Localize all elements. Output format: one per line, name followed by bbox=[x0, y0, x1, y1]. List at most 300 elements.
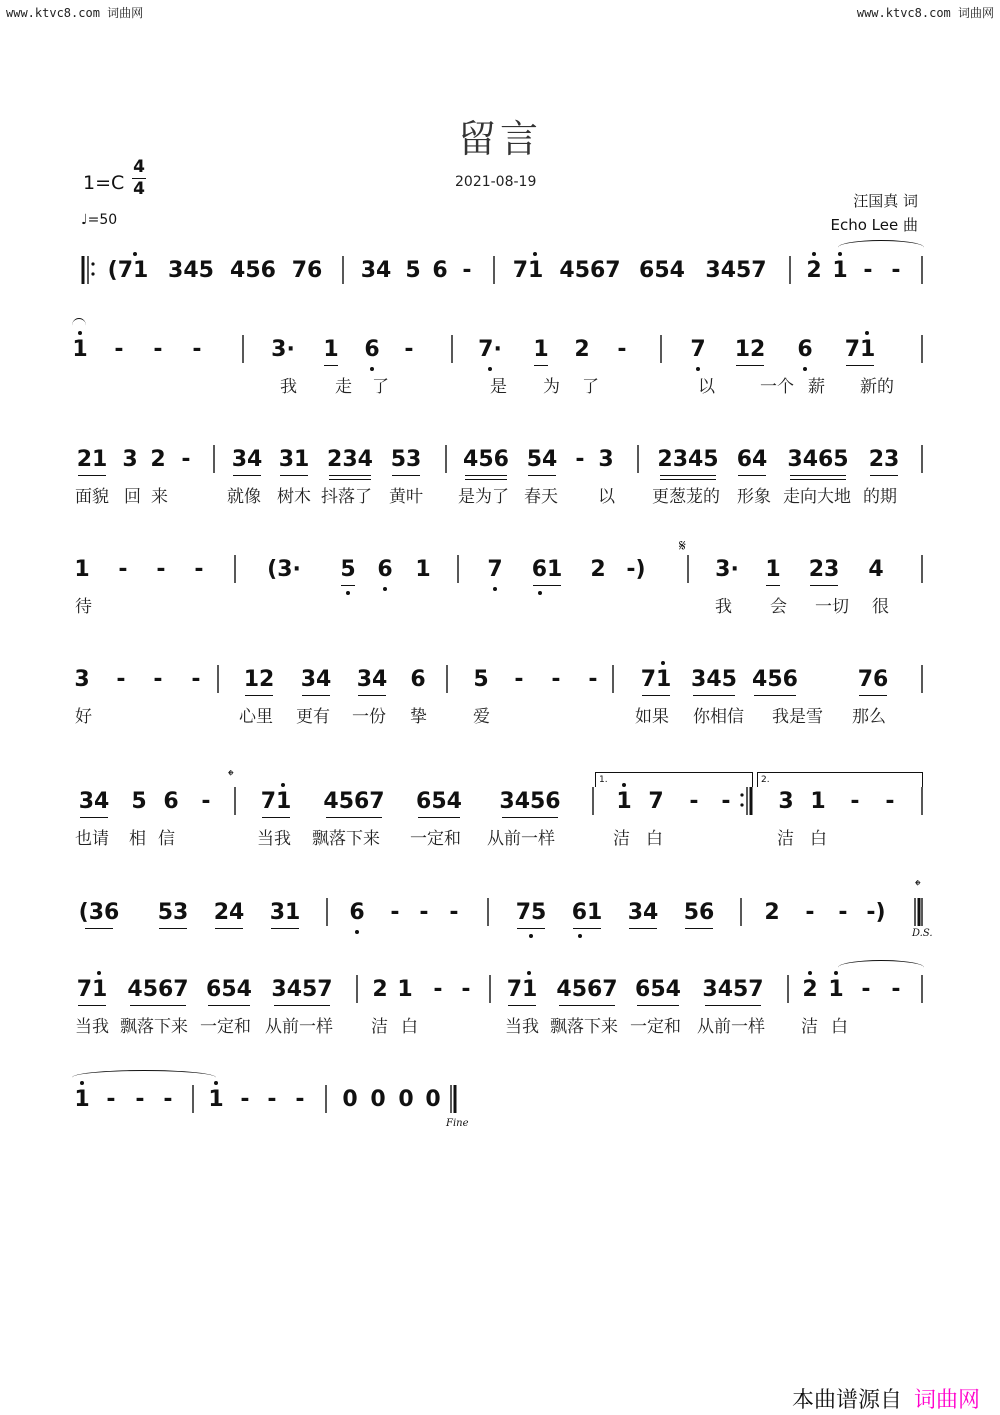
lyric: 回 bbox=[124, 487, 141, 507]
tie bbox=[72, 1070, 216, 1085]
underline-beam bbox=[262, 817, 290, 818]
note: -) bbox=[626, 557, 646, 582]
score-row bbox=[0, 667, 1000, 767]
note: 0 bbox=[342, 1087, 358, 1112]
lyric: 洁 bbox=[801, 1017, 818, 1037]
time-signature-top: 4 bbox=[133, 157, 145, 177]
note: - bbox=[181, 447, 191, 472]
note: - bbox=[721, 789, 731, 814]
note: 2 bbox=[764, 900, 780, 925]
underline-beam bbox=[534, 365, 548, 366]
lyric: 为 bbox=[543, 377, 560, 397]
note: - bbox=[617, 337, 627, 362]
note: 34 bbox=[360, 258, 392, 283]
note: - bbox=[891, 258, 901, 283]
octave-dot bbox=[740, 793, 743, 796]
ds-mark: D.S. bbox=[912, 928, 933, 939]
note: - bbox=[514, 667, 524, 692]
note: 654 bbox=[206, 977, 252, 1002]
lyric: 挚 bbox=[410, 707, 427, 727]
barlines bbox=[0, 1087, 1000, 1187]
note: - bbox=[805, 900, 815, 925]
note: 21 bbox=[76, 447, 108, 472]
note: 5 bbox=[473, 667, 489, 692]
note: 6 bbox=[797, 337, 813, 362]
note: 6 bbox=[432, 258, 448, 283]
note: 2 bbox=[802, 977, 818, 1002]
note: 34 bbox=[356, 667, 388, 692]
note: 3 bbox=[778, 789, 794, 814]
note: 456 bbox=[230, 258, 276, 283]
lyric: 当我 bbox=[75, 1017, 109, 1037]
note: 31 bbox=[278, 447, 310, 472]
lyric: 就像 bbox=[227, 487, 261, 507]
octave-dot bbox=[578, 934, 582, 938]
song-title: 留言 bbox=[457, 117, 542, 161]
coda-mark-2: 𝄌 bbox=[915, 876, 921, 895]
underline-beam bbox=[78, 1005, 106, 1006]
watermark-right: www.ktvc8.com 词曲网 bbox=[856, 6, 994, 20]
underline-beam bbox=[685, 928, 713, 929]
note: - bbox=[390, 900, 400, 925]
underline-beam bbox=[233, 475, 261, 476]
lyric: 飘落下来 bbox=[120, 1017, 188, 1037]
note: 23 bbox=[868, 447, 900, 472]
note: - bbox=[116, 667, 126, 692]
note: 654 bbox=[639, 258, 685, 283]
note: - bbox=[404, 337, 414, 362]
lyric: 白 bbox=[646, 829, 663, 849]
lyric: 以 bbox=[698, 377, 715, 397]
note: 56 bbox=[683, 900, 715, 925]
note: - bbox=[106, 1087, 116, 1112]
note: 6 bbox=[364, 337, 380, 362]
note: - bbox=[192, 337, 202, 362]
note: 6 bbox=[163, 789, 179, 814]
note: 654 bbox=[416, 789, 462, 814]
note: 1 bbox=[415, 557, 431, 582]
note: -) bbox=[866, 900, 886, 925]
note: - bbox=[201, 789, 211, 814]
tempo-mark bbox=[81, 212, 117, 228]
note: (3· bbox=[267, 557, 301, 582]
note: 71 bbox=[844, 337, 876, 362]
note: 71 bbox=[260, 789, 292, 814]
lyric: 面貌 bbox=[75, 487, 109, 507]
underline-beam bbox=[693, 695, 735, 696]
note: 4567 bbox=[127, 977, 189, 1002]
octave-dot bbox=[488, 367, 492, 371]
segno-mark: 𝄋 bbox=[679, 536, 686, 555]
tempo-value: =50 bbox=[87, 212, 118, 228]
note: 1 bbox=[832, 258, 848, 283]
octave-dot bbox=[383, 587, 387, 591]
underline-beam bbox=[341, 585, 355, 586]
lyric: 一定和 bbox=[200, 1017, 251, 1037]
underline-beam bbox=[629, 928, 657, 929]
underline-beam bbox=[418, 817, 460, 818]
note: 654 bbox=[635, 977, 681, 1002]
lyric: 心里 bbox=[239, 707, 273, 727]
lyric: 白 bbox=[401, 1017, 418, 1037]
octave-dot bbox=[661, 661, 665, 665]
lyric: 如果 bbox=[635, 707, 669, 727]
lyric: 我 bbox=[280, 377, 297, 397]
underline-beam bbox=[392, 475, 420, 476]
note: 54 bbox=[526, 447, 558, 472]
note: 5 bbox=[340, 557, 356, 582]
lyric: 会 bbox=[770, 597, 787, 617]
note: - bbox=[891, 977, 901, 1002]
octave-dot bbox=[281, 783, 285, 787]
note: - bbox=[449, 900, 459, 925]
note: 75 bbox=[515, 900, 547, 925]
note: - bbox=[861, 977, 871, 1002]
lyric: 一个 bbox=[760, 377, 794, 397]
octave-dot bbox=[538, 591, 542, 595]
underline-beam bbox=[215, 928, 243, 929]
octave-dot bbox=[91, 272, 94, 275]
lyric: 很 bbox=[872, 597, 889, 617]
underline-beam bbox=[559, 1005, 615, 1006]
note: 6 bbox=[410, 667, 426, 692]
octave-dot bbox=[812, 252, 816, 256]
lyric: 的期 bbox=[863, 487, 897, 507]
lyric: 更葱茏的 bbox=[652, 487, 720, 507]
underline-beam bbox=[660, 475, 716, 476]
note: 34 bbox=[627, 900, 659, 925]
lyric: 也请 bbox=[75, 829, 109, 849]
note: 34 bbox=[231, 447, 263, 472]
note: 2 bbox=[590, 557, 606, 582]
note: 76 bbox=[857, 667, 889, 692]
lyric: 黄叶 bbox=[389, 487, 423, 507]
note: 2 bbox=[574, 337, 590, 362]
note: 1 bbox=[810, 789, 826, 814]
note: - bbox=[462, 258, 472, 283]
note: 2 bbox=[372, 977, 388, 1002]
lyric: 当我 bbox=[505, 1017, 539, 1037]
octave-dot bbox=[803, 367, 807, 371]
time-signature bbox=[132, 158, 146, 199]
volta-bracket-1 bbox=[595, 772, 753, 787]
lyric: 走 bbox=[335, 377, 352, 397]
lyric: 走向大地 bbox=[783, 487, 851, 507]
lyric: 新的 bbox=[860, 377, 894, 397]
note: - bbox=[156, 557, 166, 582]
note: 61 bbox=[571, 900, 603, 925]
tie-from-previous-line bbox=[72, 318, 86, 333]
note: 3· bbox=[271, 337, 295, 362]
note: - bbox=[153, 337, 163, 362]
lyric: 相 bbox=[129, 829, 146, 849]
note: 7 bbox=[690, 337, 706, 362]
note: - bbox=[689, 789, 699, 814]
lyric: 是 bbox=[490, 377, 507, 397]
underline-beam bbox=[465, 475, 507, 476]
note: 234 bbox=[327, 447, 373, 472]
note: 345 bbox=[168, 258, 214, 283]
note: 4 bbox=[868, 557, 884, 582]
lyric: 了 bbox=[582, 377, 599, 397]
octave-dot bbox=[346, 591, 350, 595]
lyric: 白 bbox=[810, 829, 827, 849]
lyric: 从前一样 bbox=[697, 1017, 765, 1037]
score-row bbox=[0, 1087, 1000, 1187]
key-signature: 1=C bbox=[83, 172, 125, 194]
lyric: 那么 bbox=[852, 707, 886, 727]
lyric: 来 bbox=[151, 487, 168, 507]
note: 3457 bbox=[271, 977, 333, 1002]
composer-credit: Echo Lee 曲 bbox=[830, 216, 918, 234]
octave-dot bbox=[370, 367, 374, 371]
note: 12 bbox=[243, 667, 275, 692]
note: 64 bbox=[736, 447, 768, 472]
underline-beam bbox=[208, 1005, 250, 1006]
underline-beam bbox=[528, 475, 556, 476]
note: - bbox=[419, 900, 429, 925]
underline-beam bbox=[766, 585, 780, 586]
note: 1 bbox=[74, 557, 90, 582]
note: 1 bbox=[533, 337, 549, 362]
note: 61 bbox=[531, 557, 563, 582]
underline-beam bbox=[80, 817, 108, 818]
volta-label-1: 1. bbox=[599, 775, 608, 785]
lyric: 更有 bbox=[296, 707, 330, 727]
octave-dot bbox=[493, 587, 497, 591]
note: 34 bbox=[300, 667, 332, 692]
score-row bbox=[0, 977, 1000, 1077]
lyric: 从前一样 bbox=[265, 1017, 333, 1037]
lyric: 信 bbox=[158, 829, 175, 849]
underline-beam bbox=[846, 365, 874, 366]
lyric: 洁 bbox=[777, 829, 794, 849]
note: - bbox=[118, 557, 128, 582]
octave-dot bbox=[91, 262, 94, 265]
underline-beam bbox=[573, 928, 601, 929]
note: (71 bbox=[107, 258, 149, 283]
note: 1 bbox=[828, 977, 844, 1002]
note: 4567 bbox=[556, 977, 618, 1002]
underline-beam bbox=[324, 365, 338, 366]
footer-site-link[interactable]: 词曲网 bbox=[913, 1388, 980, 1413]
octave-dot bbox=[97, 971, 101, 975]
octave-dot bbox=[533, 252, 537, 256]
lyric: 以 bbox=[598, 487, 615, 507]
note: 1 bbox=[74, 1087, 90, 1112]
underline-beam bbox=[508, 1005, 536, 1006]
underline-beam bbox=[517, 928, 545, 929]
note: 1 bbox=[765, 557, 781, 582]
note: 76 bbox=[291, 258, 323, 283]
octave-dot bbox=[865, 331, 869, 335]
fine-mark: Fine bbox=[446, 1118, 469, 1129]
note: 1 bbox=[208, 1087, 224, 1112]
note: 3457 bbox=[705, 258, 767, 283]
note: 345 bbox=[691, 667, 737, 692]
lyric: 薪 bbox=[808, 377, 825, 397]
note: - bbox=[461, 977, 471, 1002]
underline-beam bbox=[159, 928, 187, 929]
note: 456 bbox=[463, 447, 509, 472]
lyric: 爱 bbox=[473, 707, 490, 727]
note: 3 bbox=[598, 447, 614, 472]
underline-beam bbox=[302, 695, 330, 696]
note: 71 bbox=[640, 667, 672, 692]
note: - bbox=[588, 667, 598, 692]
lyric: 当我 bbox=[257, 829, 291, 849]
lyric: 一切 bbox=[815, 597, 849, 617]
lyric: 我是雪 bbox=[772, 707, 823, 727]
underline-beam bbox=[329, 475, 371, 476]
octave-dot bbox=[133, 252, 137, 256]
note: 1 bbox=[323, 337, 339, 362]
underline-beam bbox=[326, 817, 382, 818]
octave-dot bbox=[808, 971, 812, 975]
score-row bbox=[0, 557, 1000, 657]
note: - bbox=[240, 1087, 250, 1112]
note: - bbox=[295, 1087, 305, 1112]
lyric: 春天 bbox=[524, 487, 558, 507]
note: 3· bbox=[715, 557, 739, 582]
note: 3465 bbox=[787, 447, 849, 472]
note: 7 bbox=[487, 557, 503, 582]
lyric: 洁 bbox=[613, 829, 630, 849]
lyric: 好 bbox=[75, 707, 92, 727]
note: 6 bbox=[377, 557, 393, 582]
note: 1 bbox=[397, 977, 413, 1002]
octave-dot bbox=[527, 971, 531, 975]
note: - bbox=[838, 900, 848, 925]
underline-beam bbox=[705, 1005, 761, 1006]
note: - bbox=[863, 258, 873, 283]
note: 53 bbox=[157, 900, 189, 925]
note: 1 bbox=[72, 337, 88, 362]
note: - bbox=[153, 667, 163, 692]
note: 7· bbox=[478, 337, 502, 362]
underline-beam bbox=[85, 928, 113, 929]
note: 71 bbox=[76, 977, 108, 1002]
octave-dot bbox=[740, 803, 743, 806]
note: 4567 bbox=[323, 789, 385, 814]
note: 3457 bbox=[702, 977, 764, 1002]
tie-to-next-line bbox=[838, 960, 924, 975]
note: - bbox=[575, 447, 585, 472]
note: 23 bbox=[808, 557, 840, 582]
note: 5 bbox=[131, 789, 147, 814]
note: - bbox=[267, 1087, 277, 1112]
note: 7 bbox=[648, 789, 664, 814]
underline-beam bbox=[245, 695, 273, 696]
underline-beam bbox=[465, 479, 507, 480]
underline-beam bbox=[790, 475, 846, 476]
note: 71 bbox=[506, 977, 538, 1002]
note: - bbox=[191, 667, 201, 692]
note: 3 bbox=[74, 667, 90, 692]
lyric: 抖落了 bbox=[321, 487, 372, 507]
lyric: 我 bbox=[715, 597, 732, 617]
underline-beam bbox=[78, 475, 106, 476]
lyric: 从前一样 bbox=[487, 829, 555, 849]
underline-beam bbox=[130, 1005, 186, 1006]
note: - bbox=[163, 1087, 173, 1112]
lyric: 形象 bbox=[737, 487, 771, 507]
note: 34 bbox=[78, 789, 110, 814]
lyric: 一份 bbox=[352, 707, 386, 727]
lyric: 是为了 bbox=[458, 487, 509, 507]
underline-beam bbox=[738, 475, 766, 476]
quarter-note-icon: ♩ bbox=[81, 212, 88, 228]
note: 24 bbox=[213, 900, 245, 925]
underline-beam bbox=[280, 475, 308, 476]
lyric: 你相信 bbox=[693, 707, 744, 727]
underline-beam bbox=[358, 695, 386, 696]
underline-beam bbox=[790, 479, 846, 480]
tie-to-next-line bbox=[838, 240, 924, 255]
volta-label-2: 2. bbox=[761, 775, 770, 785]
note: 3456 bbox=[499, 789, 561, 814]
underline-beam bbox=[642, 695, 670, 696]
octave-dot bbox=[529, 934, 533, 938]
barlines bbox=[0, 667, 1000, 767]
underline-beam bbox=[736, 365, 764, 366]
note: 12 bbox=[734, 337, 766, 362]
underline-beam bbox=[754, 695, 796, 696]
lyric: 飘落下来 bbox=[312, 829, 380, 849]
note: 31 bbox=[269, 900, 301, 925]
underline-beam bbox=[502, 817, 558, 818]
underline-beam bbox=[271, 928, 299, 929]
underline-beam bbox=[533, 585, 561, 586]
underline-beam bbox=[274, 1005, 330, 1006]
underline-beam bbox=[660, 479, 716, 480]
lyric: 洁 bbox=[371, 1017, 388, 1037]
lyricist-credit: 汪国真 词 bbox=[853, 192, 918, 210]
note: - bbox=[850, 789, 860, 814]
underline-beam bbox=[637, 1005, 679, 1006]
underline-beam bbox=[810, 585, 838, 586]
time-signature-bottom: 4 bbox=[133, 179, 145, 199]
watermark-left: www.ktvc8.com 词曲网 bbox=[6, 6, 144, 20]
note: 1 bbox=[616, 789, 632, 814]
note: 53 bbox=[390, 447, 422, 472]
volta-bracket-2 bbox=[757, 772, 923, 787]
lyric: 飘落下来 bbox=[550, 1017, 618, 1037]
lyric: 白 bbox=[831, 1017, 848, 1037]
score-row bbox=[0, 337, 1000, 437]
footer-source bbox=[792, 1383, 980, 1414]
coda-mark-1: 𝄌 bbox=[228, 766, 234, 785]
note: 4567 bbox=[559, 258, 621, 283]
octave-dot bbox=[696, 367, 700, 371]
note: 71 bbox=[512, 258, 544, 283]
footer-source-text: 本曲谱源自 bbox=[791, 1388, 902, 1413]
note: - bbox=[551, 667, 561, 692]
score-row bbox=[0, 789, 1000, 889]
note: - bbox=[194, 557, 204, 582]
lyric: 一定和 bbox=[630, 1017, 681, 1037]
underline-beam bbox=[329, 479, 371, 480]
note: - bbox=[135, 1087, 145, 1112]
underline-beam bbox=[870, 475, 898, 476]
note: 3 bbox=[122, 447, 138, 472]
note: 0 bbox=[425, 1087, 441, 1112]
lyric: 了 bbox=[372, 377, 389, 397]
octave-dot bbox=[355, 930, 359, 934]
note: - bbox=[114, 337, 124, 362]
note: 5 bbox=[405, 258, 421, 283]
lyric: 一定和 bbox=[410, 829, 461, 849]
